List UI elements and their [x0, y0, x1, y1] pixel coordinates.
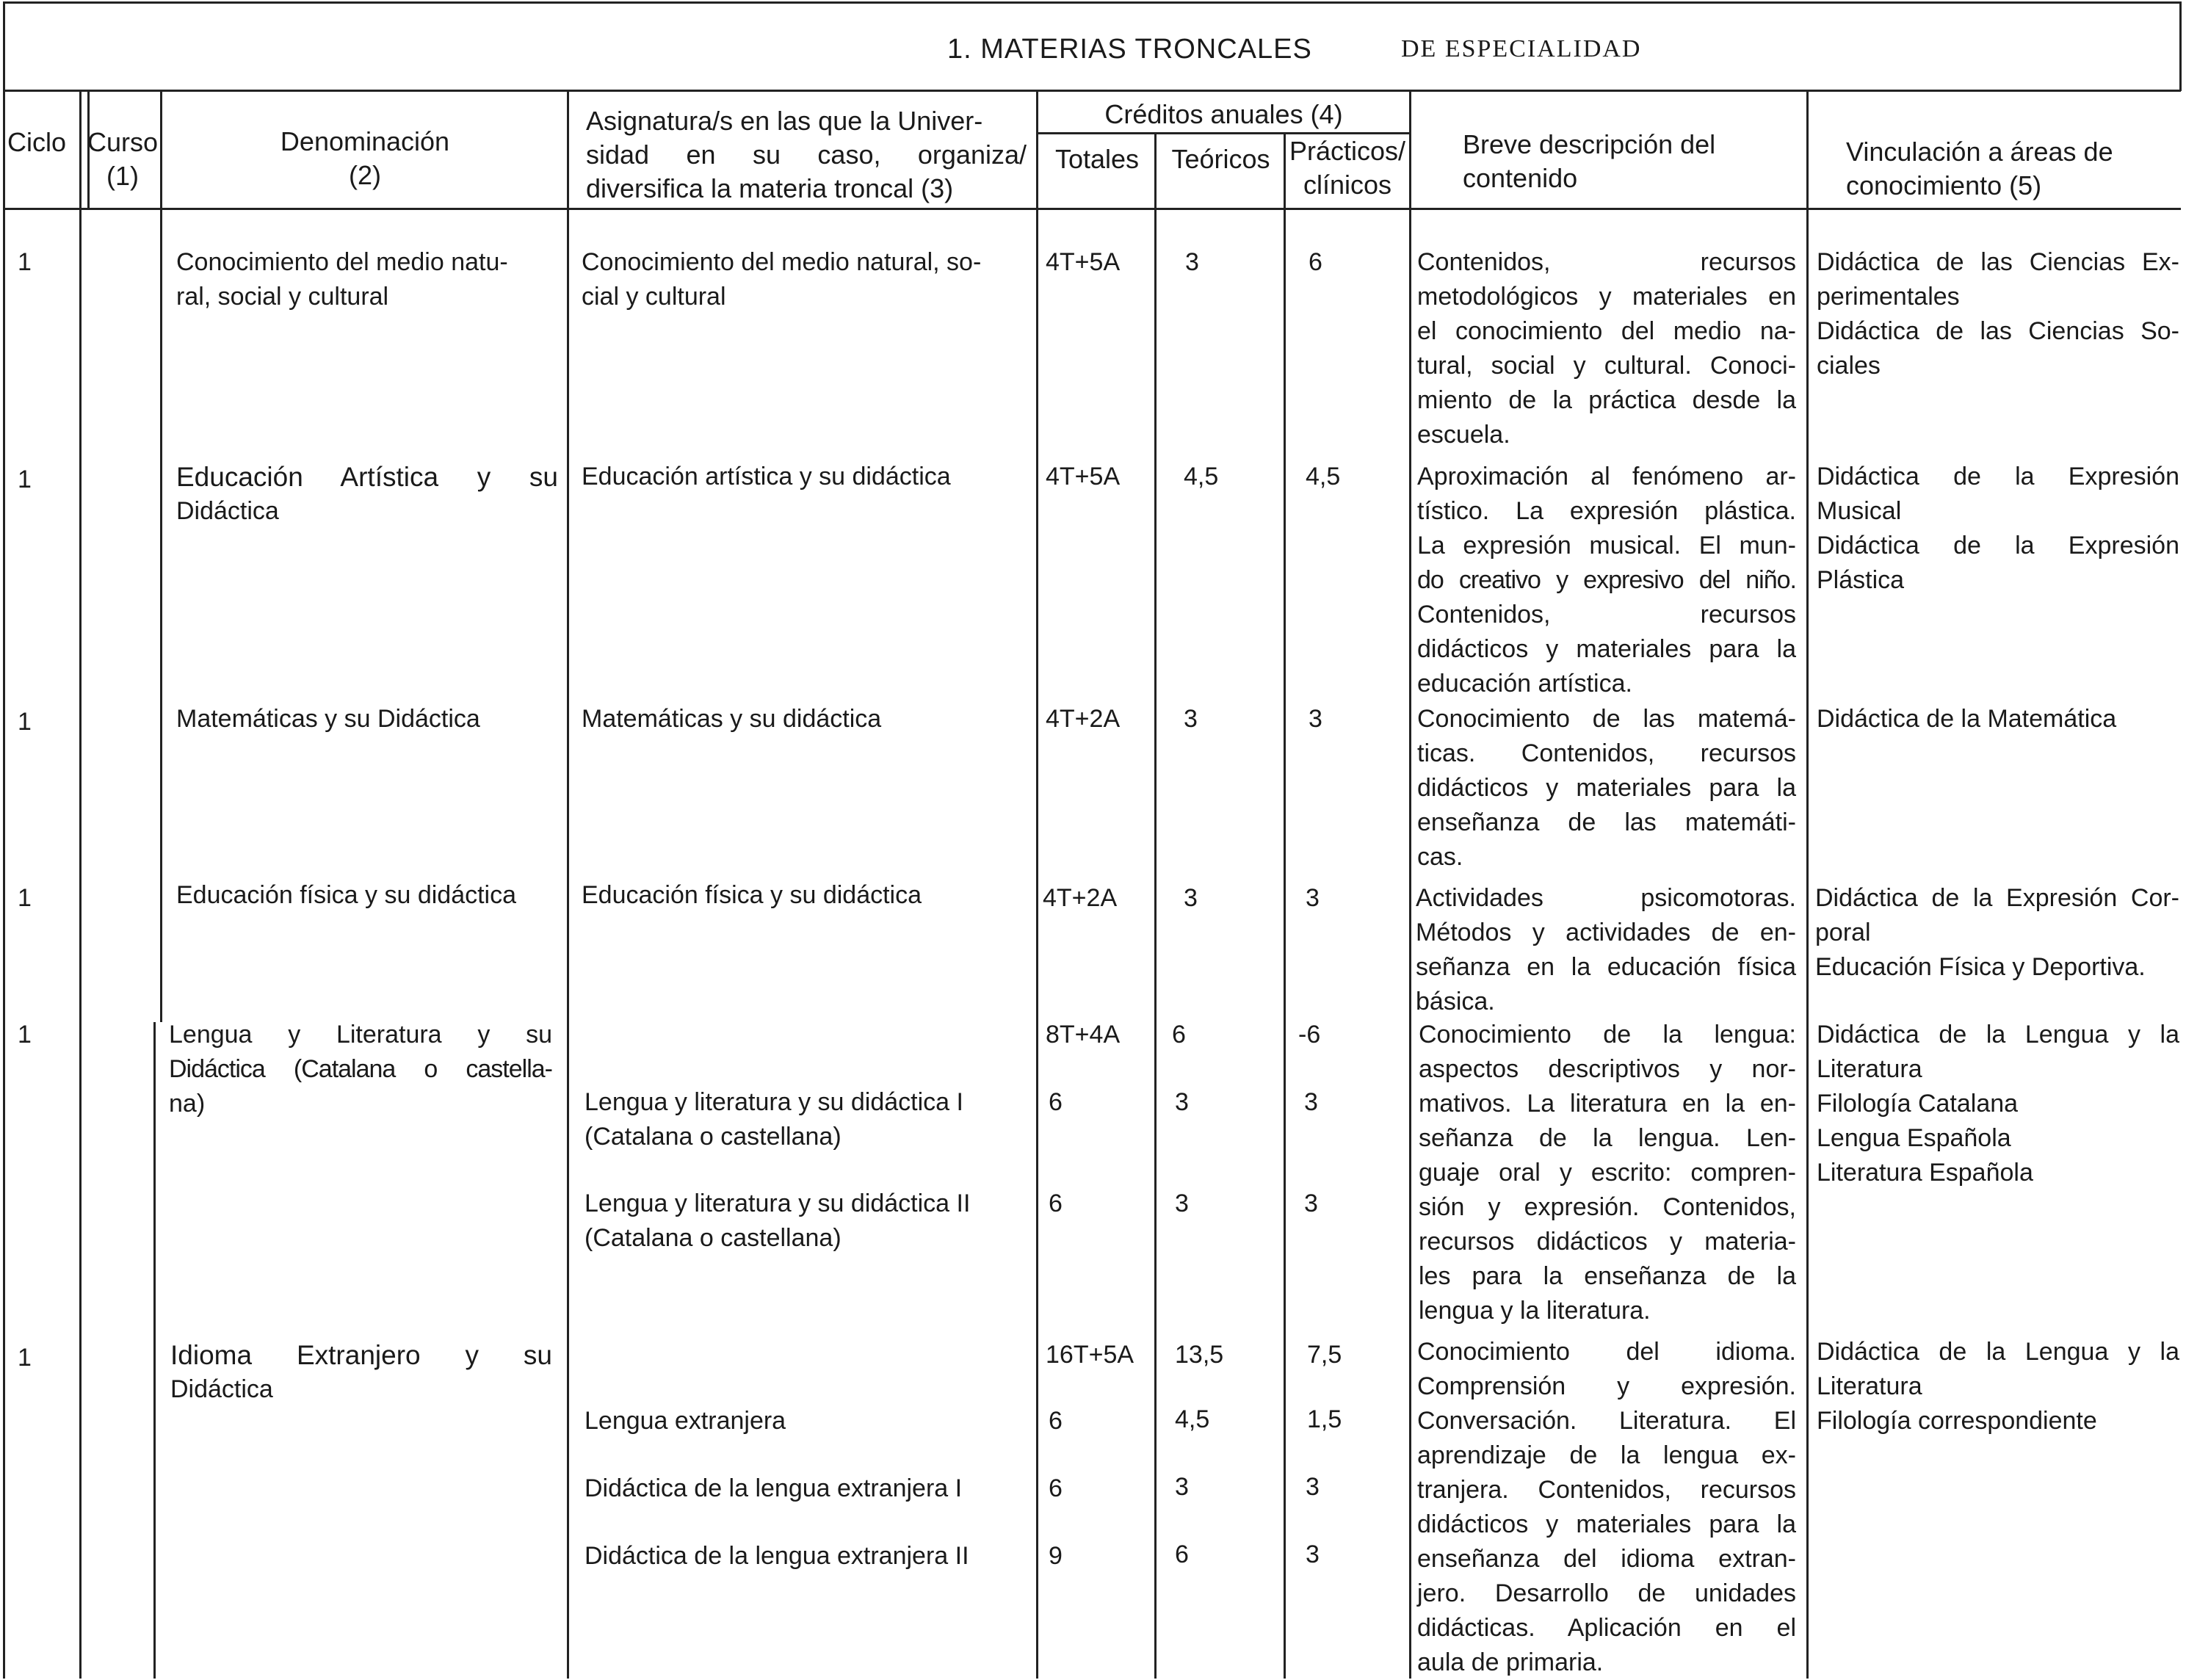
header-asignatura-line: sidad en su caso, organiza/: [586, 140, 1027, 170]
col-rule-denominacion: [567, 91, 569, 1679]
row-denominacion-line: Educación física y su didáctica: [176, 881, 517, 909]
row-totales: 4T+2A: [1046, 705, 1121, 733]
row-denominacion-line: Didáctica (Catalana o castella-: [169, 1055, 552, 1083]
row-asignatura: [582, 460, 951, 494]
row-descripcion-line: el conocimiento del medio na-: [1417, 317, 1796, 345]
row-vinculacion-line: perimentales: [1817, 283, 1960, 311]
header-curso: [82, 126, 163, 193]
row-descripcion-line: Comprensión y expresión.: [1417, 1372, 1796, 1400]
row-denominacion-line: Didáctica: [176, 497, 279, 525]
row-descripcion-line: Aproximación al fenómeno ar-: [1417, 463, 1796, 490]
row-ciclo: 1: [18, 708, 32, 736]
row-asignatura: [584, 1187, 970, 1256]
row-descripcion-line: Conversación. Literatura. El: [1417, 1407, 1796, 1435]
row-ciclo: 1: [18, 884, 32, 912]
row-asignatura: [584, 1085, 963, 1154]
row-ciclo: 1: [18, 1021, 32, 1049]
row-teoricos: 6: [1175, 1540, 1189, 1568]
header-asignatura: [586, 104, 1027, 206]
row-ciclo: 1: [18, 466, 32, 493]
row-descripcion-line: Conocimiento del idioma.: [1417, 1338, 1796, 1366]
row-vinculacion-line: Didáctica de la Expresión: [1817, 463, 2179, 490]
row-descripcion: [1416, 881, 1796, 1019]
row-asignatura-line: Lengua y literatura y su didáctica I: [584, 1088, 963, 1116]
row-teoricos: 3: [1175, 1473, 1189, 1501]
row-denominacion-line: na): [169, 1090, 206, 1118]
header-vinculacion-line: conocimiento (5): [1846, 170, 2042, 200]
row-vinculacion-line: Musical: [1817, 497, 1902, 525]
row-descripcion-line: tístico. La expresión plástica.: [1417, 497, 1796, 525]
row-descripcion: [1417, 460, 1796, 701]
row-vinculacion-line: Educación Física y Deportiva.: [1815, 953, 2146, 981]
header-denominacion-line: Denominación: [280, 126, 450, 156]
row-descripcion: [1419, 1018, 1796, 1328]
row-asignatura-line: cial y cultural: [582, 283, 726, 311]
row-totales: 8T+4A: [1046, 1021, 1121, 1049]
row-descripcion-line: escuela.: [1417, 421, 1510, 449]
col-rule-practicos: [1409, 91, 1411, 1679]
header-descripcion-line: Breve descripción del: [1463, 129, 1716, 159]
row-practicos: 3: [1304, 1190, 1318, 1217]
col-rule-totales: [1154, 132, 1157, 1679]
row-denominacion: [176, 460, 558, 529]
row-descripcion-line: didácticos y materiales para la: [1417, 635, 1796, 663]
row-descripcion-line: jero. Desarrollo de unidades: [1417, 1579, 1796, 1607]
row-descripcion-line: mativos. La literatura en la en-: [1419, 1090, 1796, 1118]
row-totales: 4T+2A: [1043, 884, 1118, 912]
row-descripcion-line: cas.: [1417, 843, 1463, 871]
row-vinculacion-line: ciales: [1817, 352, 1881, 380]
row-descripcion-line: metodológicos y materiales en: [1417, 283, 1796, 311]
row-teoricos: 3: [1175, 1088, 1189, 1116]
row-practicos: 3: [1306, 884, 1320, 912]
header-curso-line: Curso: [87, 127, 159, 157]
row-totales: 6: [1049, 1407, 1063, 1435]
header-descripcion-line: contenido: [1463, 163, 1578, 193]
col-rule-descripcion: [1806, 91, 1809, 1679]
row-descripcion-line: enseñanza del idioma extran-: [1417, 1545, 1796, 1573]
row-descripcion-line: ticas. Contenidos, recursos: [1417, 739, 1796, 767]
row-descripcion-line: aprendizaje de la lengua ex-: [1417, 1441, 1796, 1469]
row-practicos: 6: [1309, 248, 1322, 276]
row-practicos: 3: [1309, 705, 1322, 733]
col-rule-ciclo: [79, 91, 82, 1679]
row-vinculacion-line: Literatura: [1817, 1372, 1922, 1400]
col-rule-curso-c: [153, 1022, 156, 1679]
header-practicos-line: clínicos: [1303, 170, 1392, 200]
row-descripcion-line: La expresión musical. El mun-: [1417, 532, 1796, 560]
row-descripcion-line: recursos didácticos y materia-: [1419, 1228, 1796, 1256]
title-divider: [3, 90, 2181, 92]
row-descripcion-line: les para la enseñanza de la: [1419, 1262, 1796, 1290]
row-totales: 4T+5A: [1046, 248, 1121, 276]
section-title-suffix: DE ESPECIALIDAD: [1401, 35, 1642, 62]
header-asignatura-line: Asignatura/s en las que la Univer-: [586, 106, 983, 136]
row-denominacion-line: Conocimiento del medio natu-: [176, 248, 508, 276]
row-teoricos: 3: [1175, 1190, 1189, 1217]
row-asignatura: Didáctica de la lengua extranjera I: [584, 1474, 963, 1502]
row-descripcion-line: miento de la práctica desde la: [1417, 386, 1796, 414]
row-totales: 6: [1049, 1190, 1063, 1217]
row-denominacion-line: ral, social y cultural: [176, 283, 389, 311]
row-practicos: 3: [1306, 1473, 1320, 1501]
row-practicos: 1,5: [1307, 1405, 1342, 1433]
header-practicos-line: Prácticos/: [1289, 136, 1406, 166]
row-teoricos: 3: [1185, 248, 1199, 276]
row-asignatura-line: Matemáticas y su didáctica: [582, 705, 882, 733]
row-vinculacion: [1817, 1335, 2179, 1438]
row-vinculacion: [1817, 460, 2179, 598]
row-descripcion-line: básica.: [1416, 988, 1495, 1015]
row-descripcion-line: Contenidos, recursos: [1417, 248, 1796, 276]
row-vinculacion-line: Didáctica de las Ciencias So-: [1817, 317, 2179, 345]
row-denominacion-line: Educación Artística y su: [176, 462, 558, 492]
header-vinculacion: [1846, 135, 2113, 203]
row-asignatura-line: Conocimiento del medio natural, so-: [582, 248, 982, 276]
row-asignatura: [582, 245, 1028, 314]
row-teoricos: 4,5: [1175, 1405, 1210, 1433]
row-denominacion: [170, 1338, 552, 1407]
row-totales: 6: [1049, 1088, 1063, 1116]
row-totales: 9: [1049, 1542, 1063, 1570]
row-descripcion-line: Métodos y actividades de en-: [1416, 919, 1796, 946]
section-title: 1. MATERIAS TRONCALES: [947, 34, 1312, 65]
row-denominacion: [176, 702, 480, 736]
row-denominacion: [176, 245, 558, 314]
row-descripcion-line: didácticas. Aplicación en el: [1417, 1614, 1796, 1642]
row-descripcion-line: educación artística.: [1417, 670, 1632, 698]
header-denominacion-line: (2): [349, 160, 381, 190]
row-vinculacion-line: Didáctica de la Expresión Cor-: [1815, 884, 2179, 912]
row-vinculacion-line: Literatura: [1817, 1055, 1922, 1083]
row-asignatura-line: Educación física y su didáctica: [582, 881, 922, 909]
row-totales: 16T+5A: [1046, 1341, 1134, 1369]
col-rule-teoricos: [1284, 132, 1286, 1679]
col-rule-curso-b: [160, 91, 162, 1022]
header-denominacion: [163, 125, 567, 192]
row-vinculacion: [1817, 1018, 2179, 1190]
row-descripcion-line: sión y expresión. Contenidos,: [1419, 1193, 1796, 1221]
row-vinculacion-line: Didáctica de las Ciencias Ex-: [1817, 248, 2179, 276]
row-descripcion-line: Actividades psicomotoras.: [1416, 884, 1796, 912]
header-teoricos: Teóricos: [1171, 144, 1270, 174]
row-vinculacion-line: Didáctica de la Lengua y la: [1817, 1021, 2179, 1049]
row-vinculacion-line: poral: [1815, 919, 1871, 946]
row-denominacion-line: Didáctica: [170, 1375, 273, 1403]
row-vinculacion: [1815, 881, 2179, 985]
row-vinculacion-line: Filología correspondiente: [1817, 1407, 2097, 1435]
row-vinculacion-line: Didáctica de la Expresión: [1817, 532, 2179, 560]
header-ciclo: Ciclo: [7, 127, 67, 157]
row-asignatura: [582, 878, 922, 913]
row-ciclo: 1: [18, 248, 32, 276]
col-rule-asignatura: [1036, 91, 1038, 1679]
row-vinculacion-line: Filología Catalana: [1817, 1090, 2019, 1118]
row-asignatura-line: (Catalana o castellana): [584, 1123, 842, 1151]
header-creditos: Créditos anuales (4): [1104, 99, 1343, 129]
row-asignatura-line: Educación artística y su didáctica: [582, 463, 951, 490]
row-totales: 6: [1049, 1474, 1063, 1502]
row-descripcion-line: Conocimiento de la lengua:: [1419, 1021, 1796, 1049]
row-denominacion-line: Idioma Extranjero y su: [170, 1340, 552, 1370]
row-teoricos: 3: [1184, 705, 1198, 733]
row-vinculacion-line: Lengua Española: [1817, 1124, 2011, 1152]
header-descripcion: [1463, 128, 1715, 195]
top-border: [3, 1, 2181, 4]
header-bottom-rule: [3, 208, 2181, 210]
row-denominacion: [176, 878, 516, 913]
row-asignatura-line: Lengua y literatura y su didáctica II: [584, 1190, 971, 1217]
row-vinculacion-line: Plástica: [1817, 566, 1905, 594]
row-vinculacion-line: Didáctica de la Lengua y la: [1817, 1338, 2179, 1366]
row-descripcion-line: didácticos y materiales para la: [1417, 774, 1796, 802]
row-practicos: 3: [1304, 1088, 1318, 1116]
row-descripcion-line: enseñanza de las matemáti-: [1417, 808, 1796, 836]
row-descripcion-line: Conocimiento de las matemá-: [1417, 705, 1796, 733]
row-asignatura: Didáctica de la lengua extranjera II: [584, 1542, 969, 1570]
header-vinculacion-line: Vinculación a áreas de: [1846, 137, 2113, 167]
row-vinculacion-line: Literatura Española: [1817, 1159, 2033, 1187]
row-asignatura: Lengua extranjera: [584, 1407, 786, 1435]
row-descripcion-line: do creativo y expresivo del niño.: [1417, 566, 1796, 594]
row-descripcion-line: guaje oral y escrito: compren-: [1419, 1159, 1796, 1187]
row-practicos: 4,5: [1306, 463, 1341, 490]
row-descripcion-line: Contenidos, recursos: [1417, 601, 1796, 629]
header-practicos: [1286, 134, 1409, 202]
row-asignatura: [582, 702, 881, 736]
row-ciclo: 1: [18, 1344, 32, 1372]
row-denominacion: [169, 1018, 552, 1121]
row-asignatura-line: (Catalana o castellana): [584, 1224, 842, 1252]
row-vinculacion: [1817, 702, 2116, 736]
row-descripcion-line: aula de primaria.: [1417, 1648, 1604, 1676]
left-border: [3, 1, 5, 1679]
row-practicos: 3: [1306, 1540, 1320, 1568]
row-teoricos: 6: [1172, 1021, 1186, 1049]
header-totales: Totales: [1054, 144, 1140, 174]
right-border: [2179, 1, 2182, 91]
row-teoricos: 13,5: [1175, 1341, 1224, 1369]
row-teoricos: 3: [1184, 884, 1198, 912]
row-denominacion-line: Matemáticas y su Didáctica: [176, 705, 480, 733]
row-descripcion: [1417, 245, 1796, 452]
row-descripcion-line: didácticos y materiales para la: [1417, 1510, 1796, 1538]
header-curso-line: (1): [106, 161, 139, 191]
row-descripcion-line: señanza en la educación física: [1416, 953, 1796, 981]
row-descripcion: [1417, 702, 1796, 875]
row-totales: 4T+5A: [1046, 463, 1121, 490]
row-descripcion-line: aspectos descriptivos y nor-: [1419, 1055, 1796, 1083]
row-practicos: 7,5: [1307, 1341, 1342, 1369]
row-teoricos: 4,5: [1184, 463, 1219, 490]
row-practicos: -6: [1298, 1021, 1321, 1049]
row-descripcion-line: tural, social y cultural. Conoci-: [1417, 352, 1796, 380]
row-descripcion: [1417, 1335, 1796, 1680]
row-vinculacion: [1817, 245, 2179, 383]
row-vinculacion-line: Didáctica de la Matemática: [1817, 705, 2117, 733]
row-descripcion-line: tranjera. Contenidos, recursos: [1417, 1476, 1796, 1504]
header-asignatura-line: diversifica la materia troncal (3): [586, 173, 954, 203]
row-denominacion-line: Lengua y Literatura y su: [169, 1021, 552, 1049]
row-descripcion-line: señanza de la lengua. Len-: [1419, 1124, 1796, 1152]
row-descripcion-line: lengua y la literatura.: [1419, 1297, 1651, 1325]
